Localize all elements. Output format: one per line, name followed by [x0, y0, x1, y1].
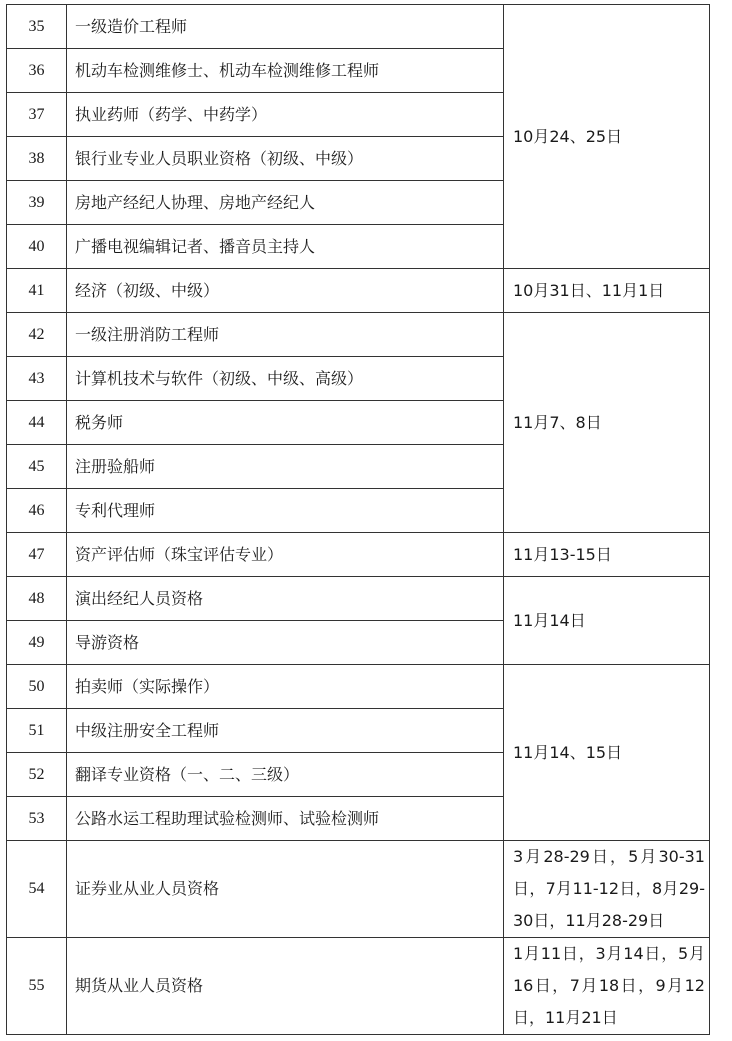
exam-name: 证券业从业人员资格 [67, 841, 504, 938]
exam-date: 3月28-29日，5月30-31日，7月11-12日，8月29-30日，11月28-29日 [504, 841, 710, 938]
exam-name: 中级注册安全工程师 [67, 709, 504, 753]
exam-date: 11月7、8日 [504, 313, 710, 533]
exam-name: 导游资格 [67, 621, 504, 665]
row-number: 48 [7, 577, 67, 621]
row-number: 37 [7, 93, 67, 137]
table-row [7, 313, 710, 357]
exam-name: 注册验船师 [67, 445, 504, 489]
exam-date: 11月13-15日 [504, 533, 710, 577]
row-number: 40 [7, 225, 67, 269]
row-number: 41 [7, 269, 67, 313]
row-number: 47 [7, 533, 67, 577]
exam-name: 资产评估师（珠宝评估专业） [67, 533, 504, 577]
exam-schedule-table [6, 4, 710, 1035]
row-number: 46 [7, 489, 67, 533]
exam-name: 专利代理师 [67, 489, 504, 533]
exam-name: 公路水运工程助理试验检测师、试验检测师 [67, 797, 504, 841]
exam-date: 10月24、25日 [504, 5, 710, 269]
exam-name: 拍卖师（实际操作） [67, 665, 504, 709]
row-number: 36 [7, 49, 67, 93]
row-number: 51 [7, 709, 67, 753]
exam-name: 一级造价工程师 [67, 5, 504, 49]
exam-date: 1月11日，3月14日，5月16日，7月18日，9月12日，11月21日 [504, 938, 710, 1035]
row-number: 55 [7, 938, 67, 1035]
row-number: 50 [7, 665, 67, 709]
row-number: 45 [7, 445, 67, 489]
exam-name: 演出经纪人员资格 [67, 577, 504, 621]
row-number: 39 [7, 181, 67, 225]
exam-name: 经济（初级、中级） [67, 269, 504, 313]
table-row [7, 577, 710, 621]
table-row [7, 938, 710, 1035]
table-row [7, 533, 710, 577]
row-number: 52 [7, 753, 67, 797]
row-number: 49 [7, 621, 67, 665]
row-number: 54 [7, 841, 67, 938]
exam-name: 广播电视编辑记者、播音员主持人 [67, 225, 504, 269]
exam-name: 翻译专业资格（一、二、三级） [67, 753, 504, 797]
exam-date: 11月14日 [504, 577, 710, 665]
exam-name: 银行业专业人员职业资格（初级、中级） [67, 137, 504, 181]
exam-name: 房地产经纪人协理、房地产经纪人 [67, 181, 504, 225]
table-row [7, 841, 710, 938]
exam-name: 期货从业人员资格 [67, 938, 504, 1035]
table-row [7, 5, 710, 49]
row-number: 43 [7, 357, 67, 401]
row-number: 53 [7, 797, 67, 841]
exam-name: 计算机技术与软件（初级、中级、高级） [67, 357, 504, 401]
exam-date: 11月14、15日 [504, 665, 710, 841]
row-number: 35 [7, 5, 67, 49]
exam-name: 机动车检测维修士、机动车检测维修工程师 [67, 49, 504, 93]
row-number: 42 [7, 313, 67, 357]
exam-date: 10月31日、11月1日 [504, 269, 710, 313]
row-number: 38 [7, 137, 67, 181]
table-row [7, 269, 710, 313]
exam-name: 税务师 [67, 401, 504, 445]
table-row [7, 665, 710, 709]
exam-name: 一级注册消防工程师 [67, 313, 504, 357]
exam-name: 执业药师（药学、中药学） [67, 93, 504, 137]
row-number: 44 [7, 401, 67, 445]
